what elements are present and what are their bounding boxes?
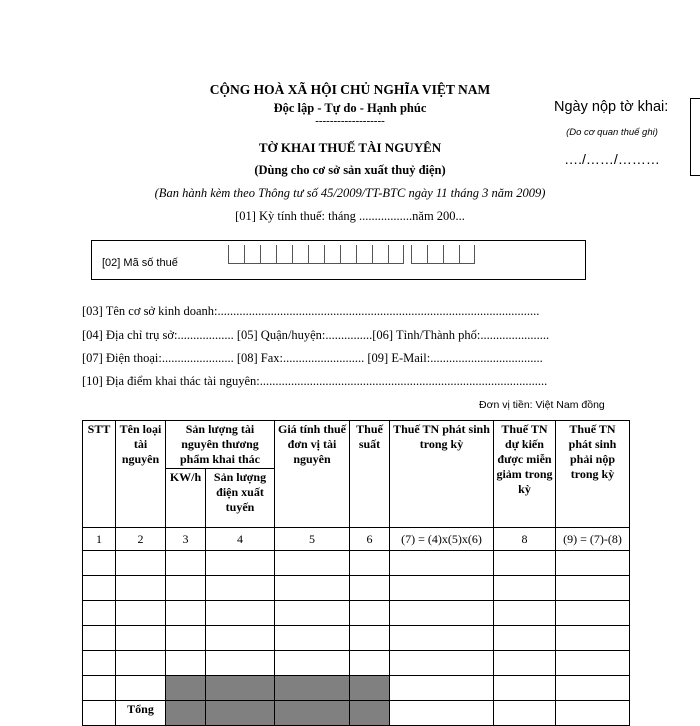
table-row bbox=[83, 551, 630, 576]
form-title: TỜ KHAI THUẾ TÀI NGUYÊN bbox=[258, 140, 442, 155]
header-tax-arising: Thuế TN phát sinh trong kỳ bbox=[390, 421, 494, 528]
table-cell[interactable] bbox=[206, 601, 275, 626]
table-cell[interactable] bbox=[350, 626, 390, 651]
table-cell[interactable] bbox=[275, 651, 350, 676]
tax-id-cell[interactable] bbox=[324, 245, 340, 264]
tax-id-branch-cell[interactable] bbox=[427, 245, 443, 264]
table-row bbox=[83, 651, 630, 676]
shaded-cell bbox=[206, 701, 275, 726]
tax-id-branch-cell[interactable] bbox=[459, 245, 475, 264]
table-cell[interactable] bbox=[116, 651, 166, 676]
table-cell[interactable] bbox=[206, 576, 275, 601]
tax-id-cell[interactable] bbox=[356, 245, 372, 264]
table-cell[interactable] bbox=[206, 551, 275, 576]
shaded-cell bbox=[275, 701, 350, 726]
tax-id-box bbox=[91, 240, 586, 280]
header-tax-exempt: Thuế TN dự kiến được miễn giảm trong kỳ bbox=[494, 421, 556, 528]
col-number: 4 bbox=[206, 528, 275, 551]
table-cell[interactable] bbox=[390, 601, 494, 626]
table-cell[interactable] bbox=[350, 601, 390, 626]
table-cell[interactable] bbox=[166, 576, 206, 601]
table-cell[interactable] bbox=[83, 576, 116, 601]
table-cell[interactable] bbox=[83, 626, 116, 651]
table-cell bbox=[83, 701, 116, 726]
table-cell[interactable] bbox=[494, 701, 556, 726]
header-resource-name: Tên loại tài nguyên bbox=[116, 421, 166, 528]
tax-id-cell[interactable] bbox=[244, 245, 260, 264]
shaded-cell bbox=[206, 676, 275, 701]
stamp-box bbox=[690, 98, 700, 176]
motto-rule: ------------------- bbox=[315, 115, 385, 127]
total-row bbox=[83, 701, 630, 726]
header-tax-rate: Thuế suất bbox=[350, 421, 390, 528]
table-cell[interactable] bbox=[556, 676, 630, 701]
table-cell[interactable] bbox=[350, 551, 390, 576]
table-cell[interactable] bbox=[275, 601, 350, 626]
tax-period: [01] Kỳ tính thuế: tháng .................năm 200... bbox=[235, 209, 465, 223]
col-number: 1 bbox=[83, 528, 116, 551]
table-cell[interactable] bbox=[166, 601, 206, 626]
field-address[interactable]: [04] Địa chỉ trụ sở:.................. [05] Quận/huyện:...............[06] Tỉnh/Thành phố:...................... bbox=[82, 328, 550, 342]
table-cell[interactable] bbox=[556, 626, 630, 651]
table-cell[interactable] bbox=[556, 701, 630, 726]
header-unit-price: Giá tính thuế đơn vị tài nguyên bbox=[275, 421, 350, 528]
table-row bbox=[83, 576, 630, 601]
shaded-cell bbox=[275, 676, 350, 701]
table-cell[interactable] bbox=[390, 626, 494, 651]
header-kwh: KW/h bbox=[166, 469, 206, 528]
tax-id-branch-cell[interactable] bbox=[411, 245, 427, 264]
table-cell[interactable] bbox=[116, 601, 166, 626]
tax-id-cell[interactable] bbox=[388, 245, 404, 264]
total-label: Tổng bbox=[116, 701, 166, 726]
table-cell[interactable] bbox=[556, 601, 630, 626]
field-extraction-site[interactable]: [10] Địa điểm khai thác tài nguyên:............................................................................................ bbox=[82, 374, 548, 388]
table-cell[interactable] bbox=[116, 626, 166, 651]
table-cell[interactable] bbox=[494, 651, 556, 676]
table-cell[interactable] bbox=[206, 651, 275, 676]
table-cell[interactable] bbox=[166, 626, 206, 651]
field-contact[interactable]: [07] Điện thoại:....................... [08] Fax:.......................... [09] E-Mail:.................................... bbox=[82, 351, 543, 365]
table-cell[interactable] bbox=[83, 651, 116, 676]
col-number: 2 bbox=[116, 528, 166, 551]
header-tax-payable: Thuế TN phát sinh phải nộp trong kỳ bbox=[556, 421, 630, 528]
nation-heading: CỘNG HOÀ XÃ HỘI CHỦ NGHĨA VIỆT NAM bbox=[209, 82, 491, 97]
tax-table bbox=[82, 420, 630, 726]
col-number: 6 bbox=[350, 528, 390, 551]
shaded-cell bbox=[166, 676, 206, 701]
table-cell[interactable] bbox=[350, 651, 390, 676]
table-cell[interactable] bbox=[494, 576, 556, 601]
table-cell[interactable] bbox=[556, 551, 630, 576]
shaded-cell bbox=[166, 701, 206, 726]
col-number: (7) = (4)x(5)x(6) bbox=[390, 528, 494, 551]
table-cell[interactable] bbox=[116, 576, 166, 601]
table-cell[interactable] bbox=[350, 576, 390, 601]
submission-note: (Do cơ quan thuế ghi) bbox=[566, 127, 658, 138]
motto: Độc lập - Tự do - Hạnh phúc bbox=[273, 101, 427, 115]
table-row bbox=[83, 601, 630, 626]
col-number: 5 bbox=[275, 528, 350, 551]
table-cell[interactable] bbox=[116, 551, 166, 576]
table-cell[interactable] bbox=[390, 576, 494, 601]
table-row bbox=[83, 626, 630, 651]
col-number: (9) = (7)-(8) bbox=[556, 528, 630, 551]
table-cell[interactable] bbox=[275, 551, 350, 576]
table-cell[interactable] bbox=[556, 576, 630, 601]
tax-id-label: [02] Mã số thuế bbox=[102, 257, 178, 269]
submission-date: …./……/……… bbox=[564, 151, 660, 167]
table-cell[interactable] bbox=[390, 701, 494, 726]
header-output: Sản lượng tài nguyên thương phẩm khai thác bbox=[166, 421, 275, 469]
header-grid-output: Sản lượng điện xuất tuyến bbox=[206, 469, 275, 528]
table-cell[interactable] bbox=[166, 551, 206, 576]
submission-date-label: Ngày nộp tờ khai: bbox=[554, 99, 669, 115]
table-cell[interactable] bbox=[390, 551, 494, 576]
table-cell[interactable] bbox=[83, 676, 116, 701]
tax-id-cell[interactable] bbox=[276, 245, 292, 264]
table-row bbox=[83, 676, 630, 701]
tax-id-cell[interactable] bbox=[308, 245, 324, 264]
table-cell[interactable] bbox=[83, 601, 116, 626]
tax-id-branch-cell[interactable] bbox=[443, 245, 459, 264]
table-cell[interactable] bbox=[390, 651, 494, 676]
table-cell[interactable] bbox=[494, 551, 556, 576]
form-subtitle: (Dùng cho cơ sở sản xuất thuỷ điện) bbox=[254, 163, 446, 177]
table-cell[interactable] bbox=[83, 551, 116, 576]
table-cell[interactable] bbox=[556, 651, 630, 676]
tax-id-cell[interactable] bbox=[292, 245, 308, 264]
table-cell[interactable] bbox=[390, 676, 494, 701]
col-number: 3 bbox=[166, 528, 206, 551]
table-cell[interactable] bbox=[206, 626, 275, 651]
header-stt: STT bbox=[83, 421, 116, 528]
tax-id-cell[interactable] bbox=[340, 245, 356, 264]
table-cell[interactable] bbox=[166, 651, 206, 676]
table-cell[interactable] bbox=[275, 576, 350, 601]
table-cell[interactable] bbox=[494, 601, 556, 626]
table-cell[interactable] bbox=[494, 676, 556, 701]
currency-unit: Đơn vị tiền: Việt Nam đồng bbox=[479, 399, 605, 411]
tax-id-cell[interactable] bbox=[260, 245, 276, 264]
tax-id-cells[interactable] bbox=[228, 245, 475, 265]
table-cell[interactable] bbox=[116, 676, 166, 701]
col-number: 8 bbox=[494, 528, 556, 551]
tax-id-cell[interactable] bbox=[372, 245, 388, 264]
table-cell[interactable] bbox=[275, 626, 350, 651]
shaded-cell bbox=[350, 676, 390, 701]
table-cell[interactable] bbox=[494, 626, 556, 651]
field-business-name[interactable]: [03] Tên cơ sở kinh doanh:....................................................................................................... bbox=[82, 304, 540, 318]
tax-id-cell[interactable] bbox=[228, 245, 244, 264]
shaded-cell bbox=[350, 701, 390, 726]
issuance-note: (Ban hành kèm theo Thông tư số 45/2009/TT-BTC ngày 11 tháng 3 năm 2009) bbox=[154, 186, 546, 200]
